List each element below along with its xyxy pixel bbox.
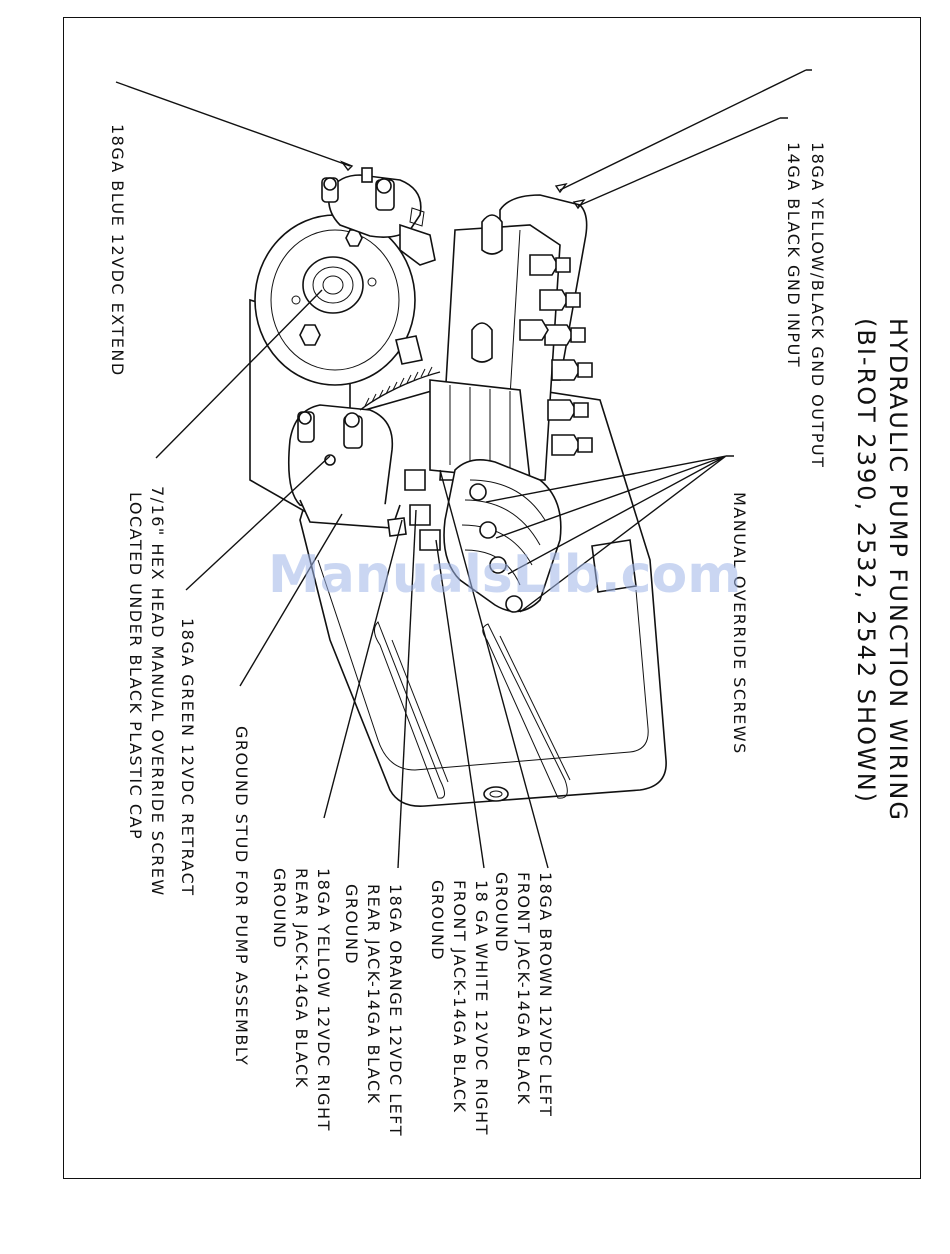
label-gnd-input: 14GA BLACK GND INPUT (784, 142, 803, 369)
label-orange-line2: REAR JACK-14GA BLACK (364, 884, 383, 1105)
label-gnd-output: 18GA YELLOW/BLACK GND OUTPUT (808, 142, 827, 469)
label-blue-extend: 18GA BLUE 12VDC EXTEND (108, 124, 127, 377)
label-hex-head-line2: LOCATED UNDER BLACK PLASTIC CAP (126, 492, 145, 841)
label-brown-line3: GROUND (492, 872, 511, 954)
label-hex-head-line1: 7/16" HEX HEAD MANUAL OVERRIDE SCREW (148, 486, 167, 897)
label-white-line1: 18 GA WHITE 12VDC RIGHT (472, 880, 491, 1136)
label-yellow-line1: 18GA YELLOW 12VDC RIGHT (314, 868, 333, 1132)
label-brown-line1: 18GA BROWN 12VDC LEFT (536, 872, 555, 1118)
label-manual-override-screws: MANUAL OVERRIDE SCREWS (730, 492, 749, 755)
leader-blue-extend (116, 82, 350, 166)
diagram-title: HYDRAULIC PUMP FUNCTION WIRING (884, 318, 912, 822)
label-white-line3: GROUND (428, 880, 447, 962)
leader-gnd-input (578, 118, 788, 206)
label-white-line2: FRONT JACK-14GA BLACK (450, 880, 469, 1114)
label-orange-line1: 18GA ORANGE 12VDC LEFT (386, 884, 405, 1137)
diagram-subtitle: (BI-ROT 2390, 2532, 2542 SHOWN) (852, 318, 880, 805)
label-yellow-line2: REAR JACK-14GA BLACK (292, 868, 311, 1089)
label-green-retract: 18GA GREEN 12VDC RETRACT (178, 618, 197, 897)
watermark: ManualsLib.com (268, 545, 742, 605)
label-yellow-line3: GROUND (270, 868, 289, 950)
leader-gnd-output (560, 70, 812, 190)
label-brown-line2: FRONT JACK-14GA BLACK (514, 872, 533, 1106)
label-orange-line3: GROUND (342, 884, 361, 966)
pump-illustration (250, 168, 666, 806)
label-ground-stud: GROUND STUD FOR PUMP ASSEMBLY (232, 726, 251, 1067)
lower-solenoid (289, 405, 400, 528)
